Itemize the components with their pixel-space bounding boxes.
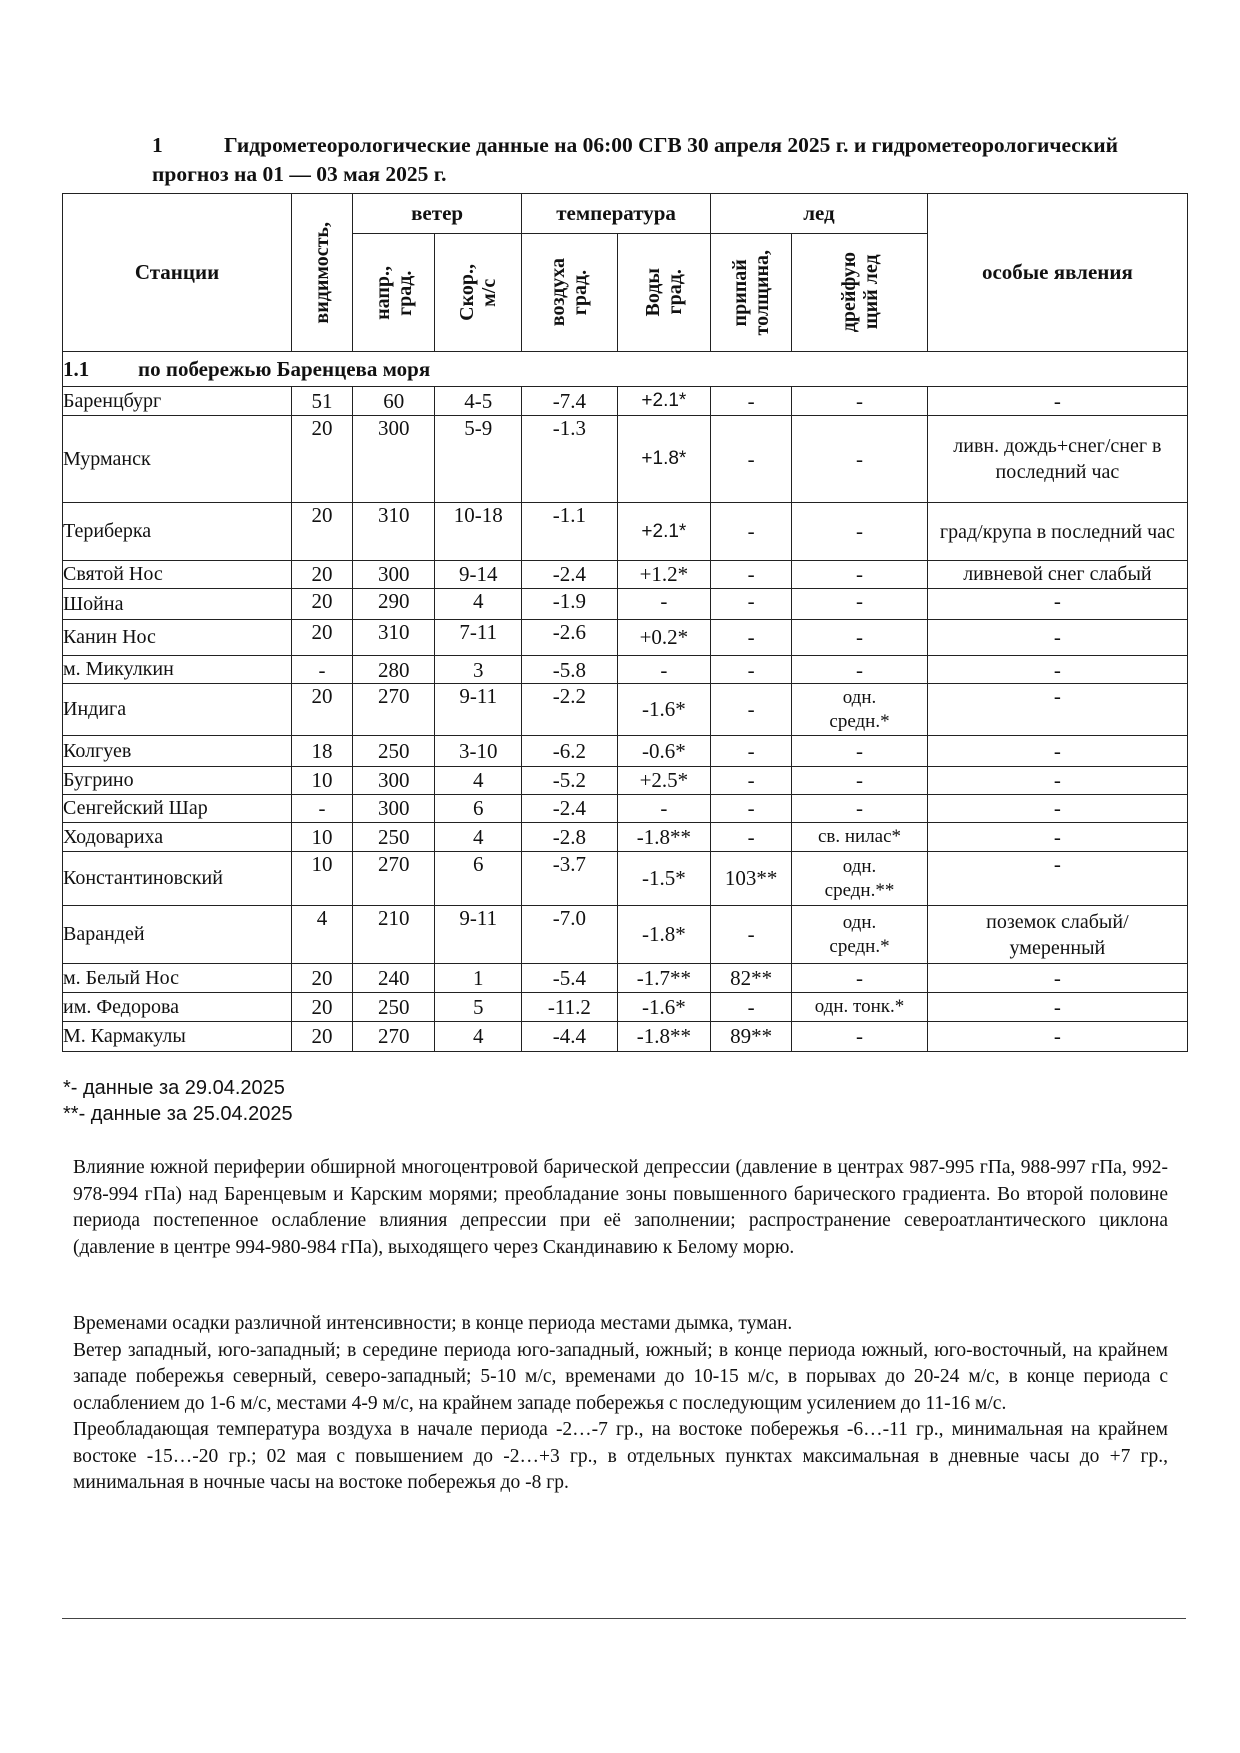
cell-water-temp: -1.8** — [617, 1022, 710, 1052]
cell-air-temp: -2.6 — [522, 620, 618, 656]
cell-station: им. Федорова — [63, 993, 292, 1022]
table-row — [63, 589, 1188, 620]
cell-drift-ice: - — [792, 589, 928, 620]
cell-fast-ice: - — [711, 795, 792, 823]
cell-water-temp: -1.7** — [617, 964, 710, 993]
header-drift-ice: дрейфую щий лед — [792, 234, 928, 352]
cell-wind-dir: 270 — [353, 684, 435, 736]
cell-wind-speed: 9-11 — [435, 906, 522, 964]
cell-phenomena — [927, 906, 1187, 964]
table-row — [63, 993, 1188, 1022]
cell-visibility: 20 — [291, 993, 352, 1022]
cell-visibility: 20 — [291, 503, 352, 561]
cell-water-temp: +2.1* — [617, 503, 710, 561]
table-row — [63, 906, 1188, 964]
precipitation-text: Временами осадки различной интенсивности; в конце периода местами дымка, туман. — [73, 1313, 793, 1334]
cell-wind-speed: 4 — [435, 589, 522, 620]
cell-visibility: - — [291, 795, 352, 823]
cell-phenomena: - — [927, 993, 1187, 1022]
cell-drift-ice — [792, 684, 928, 736]
cell-water-temp: - — [617, 589, 710, 620]
drift-ice-text: одн. средн.* — [829, 911, 890, 957]
cell-phenomena: - — [927, 964, 1187, 993]
cell-drift-ice: - — [792, 561, 928, 589]
cell-drift-ice: - — [792, 656, 928, 684]
cell-drift-ice: - — [792, 1022, 928, 1052]
cell-drift-ice: - — [792, 416, 928, 503]
cell-water-temp: +1.2* — [617, 561, 710, 589]
header-temperature: температура — [522, 194, 711, 234]
cell-drift-ice: - — [792, 795, 928, 823]
cell-fast-ice: - — [711, 767, 792, 795]
cell-station: Константиновский — [63, 852, 292, 906]
cell-water-temp: - — [617, 795, 710, 823]
table-row — [63, 387, 1188, 416]
header-air-temp: воздуха град. — [522, 234, 618, 352]
cell-air-temp: -7.4 — [522, 387, 618, 416]
bottom-divider — [62, 1618, 1186, 1619]
document-heading — [152, 131, 1152, 189]
heading-number: 1 — [152, 133, 163, 157]
cell-wind-dir: 240 — [353, 964, 435, 993]
forecast-block — [73, 1311, 1168, 1497]
cell-water-temp: -1.6* — [617, 684, 710, 736]
synoptic-text: Влияние южной периферии обширной многоцентровой барической депрессии (давление в центрах 987-995 гПа, 988-997 гПа, 992-978-994 гПа) над Баренцевым и Карским морями; преобладание зоны повышенного барического градиента. Во второй половине периода постепенное ослабление влияния депрессии при её заполнении; распространение североатлантического циклона (давление в центре 994-980-984 гПа), выходящего через Скандинавию к Белому морю. — [73, 1157, 1168, 1258]
cell-wind-dir: 60 — [353, 387, 435, 416]
header-wind-direction: напр., град. — [353, 234, 435, 352]
phenomena-text: поземок слабый/умеренный — [986, 910, 1129, 959]
cell-phenomena: - — [927, 656, 1187, 684]
cell-drift-ice: - — [792, 736, 928, 767]
table-row — [63, 767, 1188, 795]
cell-station: Варандей — [63, 906, 292, 964]
cell-drift-ice: - — [792, 767, 928, 795]
table-row — [63, 656, 1188, 684]
table-row — [63, 620, 1188, 656]
wind-forecast-text: Ветер западный, юго-западный; в середине периода юго-западный, южный; в конце периода южный, юго-восточный, на крайнем западе побережья северный, северо-западный; 5-10 м/с, временами до 10-15 м/с, в порывах до 20-24 м/с, в конце периода с ослаблением до 1-6 м/с, местами 4-9 м/с, на крайнем западе побережья с последующим усилением до 11-16 м/с. — [73, 1339, 1168, 1414]
table-row — [63, 1022, 1188, 1052]
cell-wind-speed: 4 — [435, 823, 522, 852]
cell-visibility: 18 — [291, 736, 352, 767]
cell-wind-speed: 9-14 — [435, 561, 522, 589]
cell-phenomena: ливневой снег слабый — [927, 561, 1187, 589]
synoptic-paragraph — [73, 1155, 1168, 1261]
cell-wind-dir: 300 — [353, 561, 435, 589]
cell-station: Сенгейский Шар — [63, 795, 292, 823]
drift-ice-text: одн. средн.* — [829, 686, 890, 732]
cell-wind-dir: 250 — [353, 823, 435, 852]
cell-fast-ice: - — [711, 561, 792, 589]
cell-air-temp: -2.4 — [522, 561, 618, 589]
cell-fast-ice: - — [711, 906, 792, 964]
cell-wind-dir: 270 — [353, 1022, 435, 1052]
header-phenomena: особые явления — [927, 194, 1187, 352]
cell-phenomena: - — [927, 852, 1187, 906]
cell-water-temp: +2.1* — [617, 387, 710, 416]
table-row — [63, 795, 1188, 823]
cell-phenomena: ливн. дождь+снег/снег в последний час — [927, 416, 1187, 503]
cell-wind-dir: 280 — [353, 656, 435, 684]
cell-drift-ice: одн. тонк.* — [792, 993, 928, 1022]
cell-visibility: 20 — [291, 589, 352, 620]
footnote-two-star: **- данные за 25.04.2025 — [63, 1103, 293, 1125]
cell-station: Индига — [63, 684, 292, 736]
cell-visibility: 10 — [291, 767, 352, 795]
cell-wind-speed: 7-11 — [435, 620, 522, 656]
cell-air-temp: -2.4 — [522, 795, 618, 823]
cell-wind-dir: 310 — [353, 503, 435, 561]
temperature-forecast-text: Преобладающая температура воздуха в начале периода -2…-7 гр., на востоке побережья -6…-11 гр., минимальная на крайнем востоке -15…-20 гр.; 02 мая с повышением до -2…+3 гр., в отдельных пунктах максимальная в дневные часы до +7 гр., минимальная в ночные часы на востоке побережья до -8 гр. — [73, 1419, 1168, 1493]
cell-station: м. Белый Нос — [63, 964, 292, 993]
cell-air-temp: -11.2 — [522, 993, 618, 1022]
section-title — [63, 352, 1188, 387]
cell-phenomena: - — [927, 767, 1187, 795]
cell-wind-speed: 5-9 — [435, 416, 522, 503]
cell-phenomena: - — [927, 1022, 1187, 1052]
table-row — [63, 416, 1188, 503]
footnotes — [63, 1075, 293, 1127]
cell-air-temp: -2.2 — [522, 684, 618, 736]
heading-text: Гидрометеорологические данные на 06:00 СГВ 30 апреля 2025 г. и гидрометеорологический прогноз на 01 — 03 мая 2025 г. — [152, 133, 1119, 186]
header-fast-ice: припай толщина, — [711, 234, 792, 352]
hydromet-table — [62, 193, 1188, 1052]
header-water-temp: Воды град. — [617, 234, 710, 352]
cell-wind-dir: 270 — [353, 852, 435, 906]
section-text: по побережью Баренцева моря — [138, 356, 431, 381]
cell-water-temp: - — [617, 656, 710, 684]
cell-station: Канин Нос — [63, 620, 292, 656]
table-row — [63, 852, 1188, 906]
cell-phenomena: - — [927, 823, 1187, 852]
header-stations: Станции — [63, 194, 292, 352]
cell-wind-speed: 10-18 — [435, 503, 522, 561]
cell-air-temp: -1.9 — [522, 589, 618, 620]
cell-drift-ice: - — [792, 620, 928, 656]
cell-water-temp: -0.6* — [617, 736, 710, 767]
cell-water-temp: -1.8* — [617, 906, 710, 964]
cell-air-temp: -3.7 — [522, 852, 618, 906]
cell-station: Колгуев — [63, 736, 292, 767]
table-row — [63, 561, 1188, 589]
cell-phenomena: - — [927, 387, 1187, 416]
table-row — [63, 684, 1188, 736]
cell-wind-speed: 1 — [435, 964, 522, 993]
cell-fast-ice: - — [711, 656, 792, 684]
table-row — [63, 964, 1188, 993]
cell-wind-speed: 6 — [435, 795, 522, 823]
cell-wind-speed: 6 — [435, 852, 522, 906]
cell-wind-dir: 300 — [353, 767, 435, 795]
cell-water-temp: +1.8* — [617, 416, 710, 503]
cell-visibility: 20 — [291, 964, 352, 993]
header-wind-speed: Скор., м/с — [435, 234, 522, 352]
cell-station: Бугрино — [63, 767, 292, 795]
cell-visibility: 4 — [291, 906, 352, 964]
cell-water-temp: -1.6* — [617, 993, 710, 1022]
cell-station: Шойна — [63, 589, 292, 620]
cell-water-temp: +2.5* — [617, 767, 710, 795]
cell-visibility: 10 — [291, 852, 352, 906]
cell-wind-dir: 250 — [353, 736, 435, 767]
cell-drift-ice — [792, 906, 928, 964]
cell-station: Териберка — [63, 503, 292, 561]
cell-fast-ice: - — [711, 993, 792, 1022]
cell-visibility: 20 — [291, 620, 352, 656]
cell-visibility: 10 — [291, 823, 352, 852]
cell-water-temp: -1.5* — [617, 852, 710, 906]
cell-drift-ice: - — [792, 503, 928, 561]
cell-fast-ice: - — [711, 503, 792, 561]
cell-phenomena: град/крупа в последний час — [927, 503, 1187, 561]
cell-station: Ходовариха — [63, 823, 292, 852]
cell-wind-dir: 300 — [353, 795, 435, 823]
table-row — [63, 503, 1188, 561]
cell-air-temp: -6.2 — [522, 736, 618, 767]
section-number: 1.1 — [63, 356, 90, 381]
header-ice: лед — [711, 194, 928, 234]
cell-wind-speed: 5 — [435, 993, 522, 1022]
footnote-one-star: *- данные за 29.04.2025 — [63, 1077, 285, 1099]
cell-fast-ice: - — [711, 589, 792, 620]
cell-visibility: 20 — [291, 1022, 352, 1052]
cell-fast-ice: - — [711, 823, 792, 852]
cell-wind-dir: 210 — [353, 906, 435, 964]
cell-fast-ice: 103** — [711, 852, 792, 906]
cell-fast-ice: - — [711, 736, 792, 767]
cell-fast-ice: - — [711, 416, 792, 503]
cell-air-temp: -2.8 — [522, 823, 618, 852]
cell-wind-speed: 4 — [435, 767, 522, 795]
cell-wind-speed: 3-10 — [435, 736, 522, 767]
cell-phenomena: - — [927, 684, 1187, 736]
cell-air-temp: -1.3 — [522, 416, 618, 503]
cell-visibility: 20 — [291, 684, 352, 736]
cell-station: м. Микулкин — [63, 656, 292, 684]
cell-fast-ice: - — [711, 620, 792, 656]
cell-station: Святой Нос — [63, 561, 292, 589]
cell-fast-ice: - — [711, 387, 792, 416]
cell-drift-ice: - — [792, 964, 928, 993]
cell-visibility: - — [291, 656, 352, 684]
cell-air-temp: -5.8 — [522, 656, 618, 684]
cell-wind-dir: 290 — [353, 589, 435, 620]
cell-wind-speed: 4-5 — [435, 387, 522, 416]
cell-water-temp: +0.2* — [617, 620, 710, 656]
cell-air-temp: -1.1 — [522, 503, 618, 561]
cell-phenomena: - — [927, 795, 1187, 823]
cell-wind-dir: 250 — [353, 993, 435, 1022]
cell-air-temp: -4.4 — [522, 1022, 618, 1052]
header-wind: ветер — [353, 194, 522, 234]
table-row — [63, 736, 1188, 767]
cell-fast-ice: 89** — [711, 1022, 792, 1052]
cell-drift-ice: - — [792, 387, 928, 416]
drift-ice-text: одн. средн.** — [824, 855, 895, 901]
cell-wind-speed: 4 — [435, 1022, 522, 1052]
cell-fast-ice: - — [711, 684, 792, 736]
cell-air-temp: -5.2 — [522, 767, 618, 795]
cell-wind-speed: 3 — [435, 656, 522, 684]
cell-drift-ice — [792, 852, 928, 906]
cell-phenomena: - — [927, 736, 1187, 767]
cell-air-temp: -5.4 — [522, 964, 618, 993]
cell-station: Мурманск — [63, 416, 292, 503]
cell-fast-ice: 82** — [711, 964, 792, 993]
cell-phenomena: - — [927, 620, 1187, 656]
cell-air-temp: -7.0 — [522, 906, 618, 964]
cell-wind-speed: 9-11 — [435, 684, 522, 736]
cell-visibility: 20 — [291, 416, 352, 503]
cell-wind-dir: 310 — [353, 620, 435, 656]
table-row — [63, 823, 1188, 852]
cell-wind-dir: 300 — [353, 416, 435, 503]
cell-visibility: 51 — [291, 387, 352, 416]
cell-visibility: 20 — [291, 561, 352, 589]
cell-station: Баренцбург — [63, 387, 292, 416]
cell-drift-ice: св. нилас* — [792, 823, 928, 852]
header-visibility: видимость, — [291, 194, 352, 352]
cell-water-temp: -1.8** — [617, 823, 710, 852]
cell-station: М. Кармакулы — [63, 1022, 292, 1052]
cell-phenomena: - — [927, 589, 1187, 620]
